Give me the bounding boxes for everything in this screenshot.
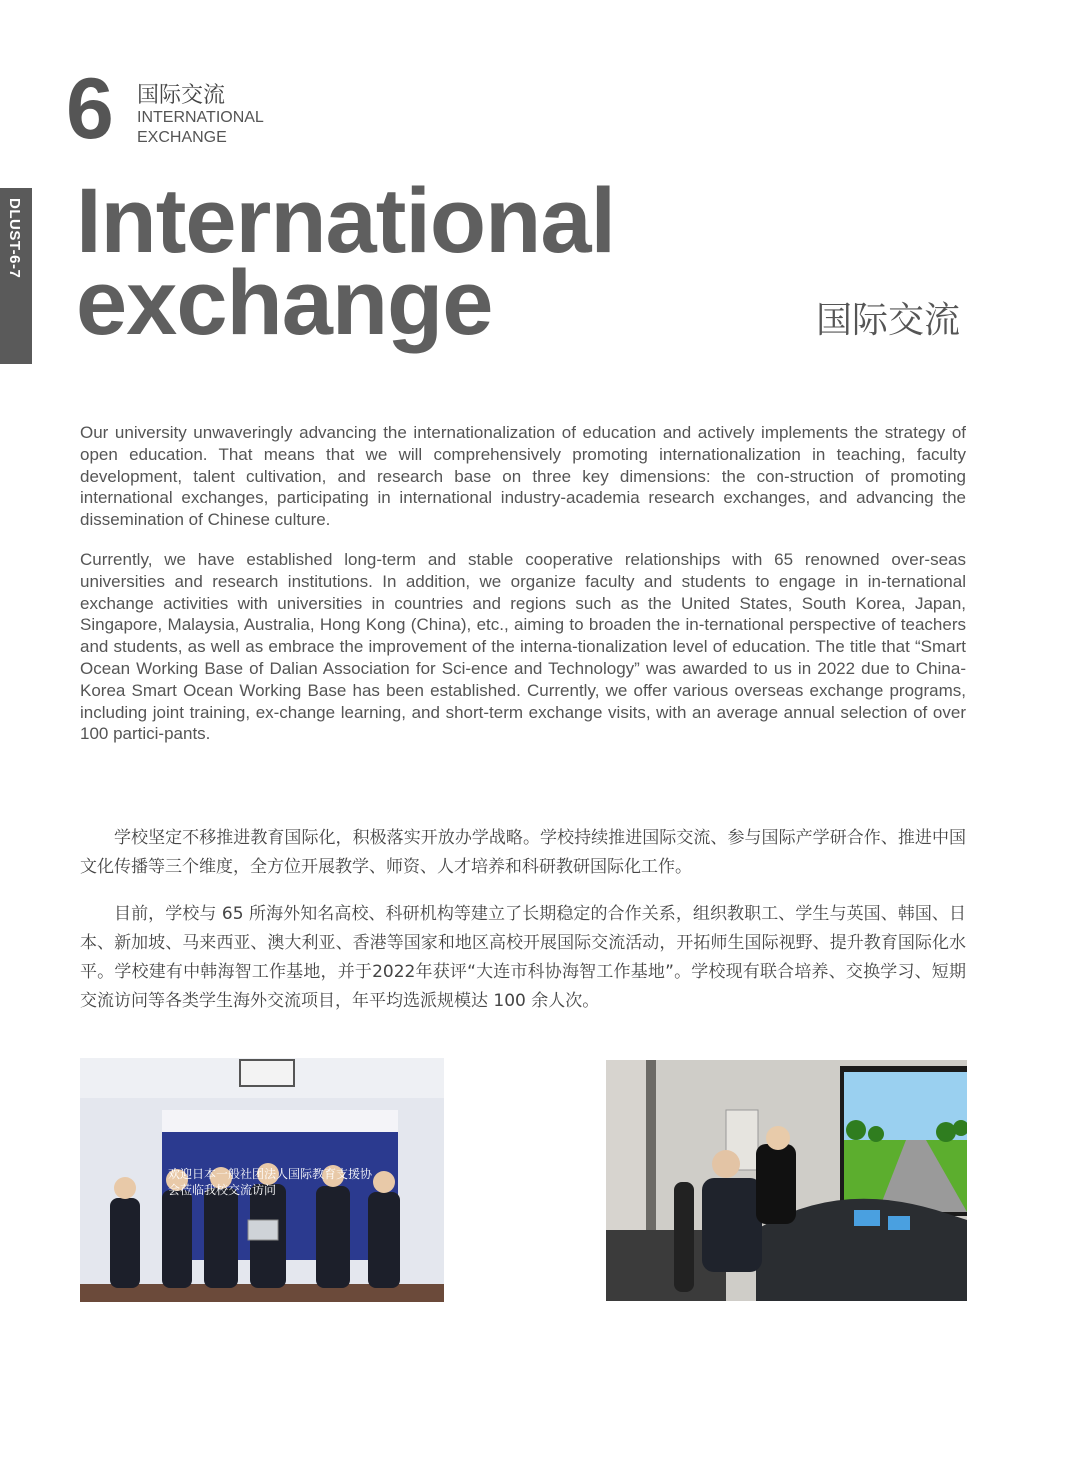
chinese-paragraph: 目前，学校与 65 所海外知名高校、科研机构等建立了长期稳定的合作关系，组织教职工、学生与英国、韩国、日本、新加坡、马来西亚、澳大利亚、香港等国家和地区高校开展国际交流活动，开拓师生国际视野、提升教育国际化水平。学校建有中韩海智工作基地，并于2022年获评“大连市科协海智工作基地”。学校现有联合培养、交换学习、短期交流访问等各类学生海外交流项目，年平均选派规模达 100 余人次。 [80, 904, 966, 1011]
page-title-line1: International [76, 170, 616, 272]
english-body [80, 422, 966, 763]
section-number: 6 [66, 61, 114, 157]
page-title-line2: exchange [76, 252, 493, 354]
english-paragraph: Currently, we have established long-term and stable cooperative relationships with 65 renowned over-seas universities and research institutions. In addition, we organize faculty and students to engage in in-ternational exchange activities with universities in countries and regions such as the United States, South Korea, Japan, Singapore, Malaysia, Australia, Hong Kong (China), etc., aiming to broaden the in-ternational perspective of teachers and students, as well as embrace the improvement of the interna-tionalization level of education. The title that “Smart Ocean Working Base of Dalian Association for Sci-ence and Technology” was awarded to us in 2022 due to China-Korea Smart Ocean Working Base has been established. Currently, we offer various overseas exchange programs, including joint training, ex-change learning, and short-term exchange visits, with an average annual selection of over 100 partici-pants. [80, 549, 966, 744]
section-title-cn: 国际交流 [137, 83, 226, 108]
clock-icon [240, 1060, 294, 1086]
chinese-paragraph: 学校坚定不移推进教育国际化，积极落实开放办学战略。学校持续推进国际交流、参与国际产学研合作、推进中国文化传播等三个维度，全方位开展教学、师资、人才培养和科研教研国际化工作。 [80, 828, 966, 877]
section-title-en-line1: INTERNATIONAL [137, 109, 264, 126]
group-photo [80, 1058, 444, 1302]
simulator-photo [606, 1060, 967, 1301]
photo-banner-text [168, 1166, 393, 1198]
section-title-en-line2: EXCHANGE [137, 129, 227, 146]
section-title-en [137, 108, 264, 148]
page-title-cn: 国际交流 [815, 300, 960, 341]
side-tab-label: DLUST-6-7 [6, 198, 23, 279]
photo-banner-line1: 欢迎日本一般社团法人国际教育支援协 [168, 1167, 373, 1181]
page-title [76, 170, 616, 354]
chinese-body [80, 824, 966, 1034]
photo-banner-line2: 会莅临我校交流访问 [168, 1183, 277, 1197]
side-tab [0, 188, 32, 364]
english-paragraph: Our university unwaveringly advancing the internationalization of education and actively implements the strategy of open education. That means that we will comprehensively promoting internationalization in teaching, faculty development, talent cultivation, and research base on three key dimensions: the con-struction of promoting international exchanges, participating in international industry-academia research exchanges, and advancing the dissemination of Chinese culture. [80, 423, 966, 530]
